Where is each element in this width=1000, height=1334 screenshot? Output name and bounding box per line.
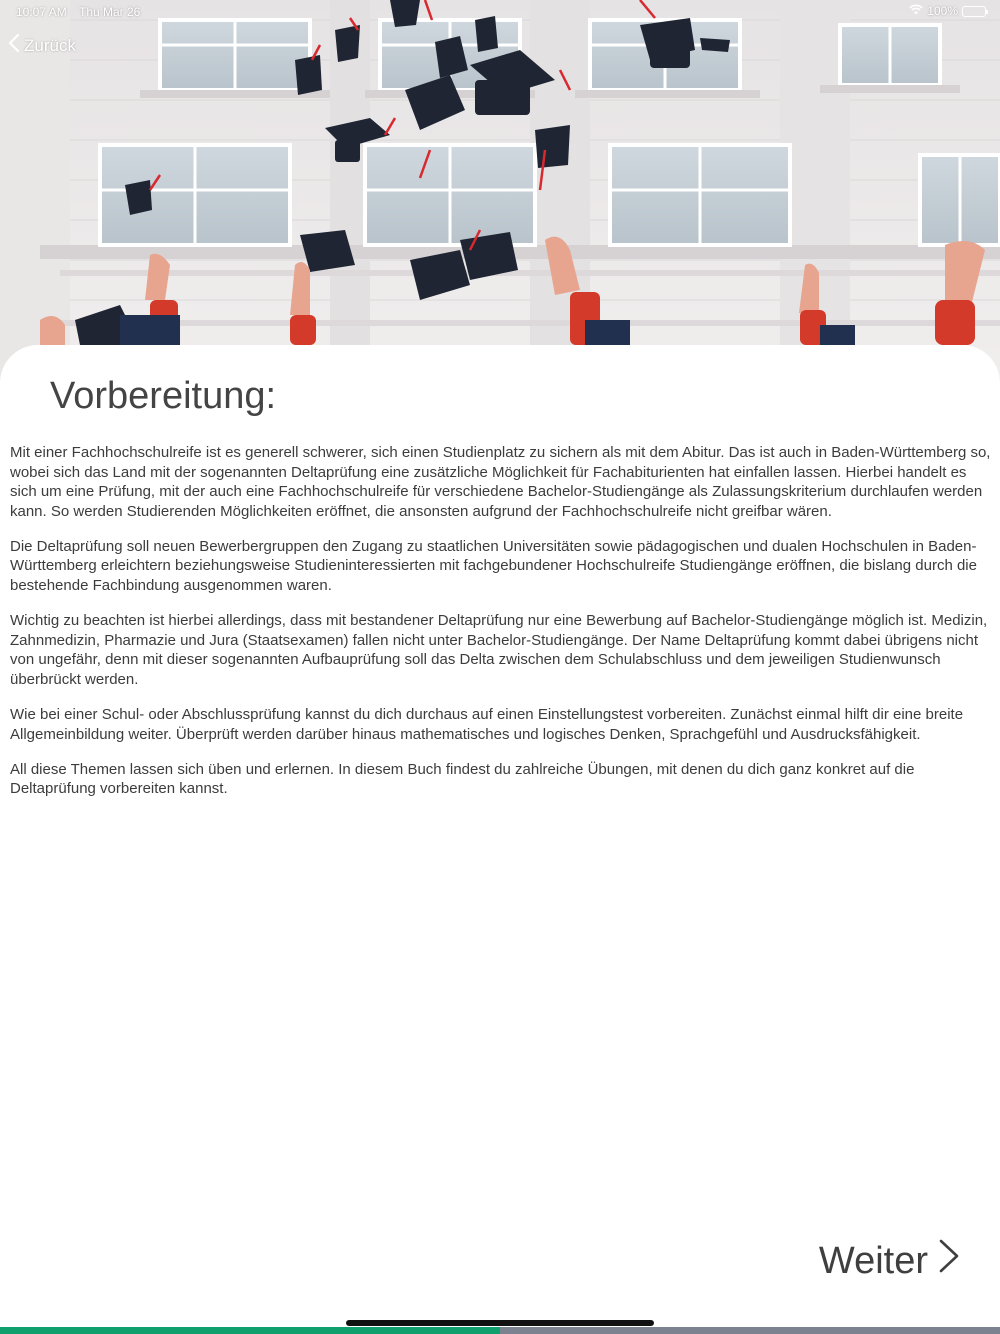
status-indicators bbox=[909, 4, 986, 18]
chevron-left-icon bbox=[8, 33, 20, 58]
battery-percent: 100% bbox=[927, 4, 958, 18]
paragraph-1: Mit einer Fachhochschulreife ist es generell schwerer, sich einen Studienplatz zu sichern als mit dem Abitur. Das ist auch in Baden-Württemberg so, wobei sich das Land mit der sogenannten Deltaprüfung eine zusätzliche Möglichkeit für Fachabiturienten hat einfallen lassen. Hierbei handelt es sich um eine Prüfung, mit der auch eine Fachhochschulreife für verschiedene Bachelor-Studiengänge als Zulassungskriterium durchlaufen werden kann. So werden Studierenden Möglichkeiten eröffnet, die ansonsten aufgrund der Fachhochschulreife nicht greifbar wären. bbox=[10, 444, 991, 520]
graduation-photo bbox=[0, 0, 1000, 400]
wifi-icon bbox=[909, 4, 923, 18]
next-button[interactable] bbox=[819, 1238, 960, 1284]
hero-image bbox=[0, 0, 1000, 400]
back-button[interactable] bbox=[8, 33, 76, 58]
paragraph-3: Wichtig zu beachten ist hierbei allerdings, dass mit bestandener Deltaprüfung nur eine Bewerbung auf Bachelor-Studiengänge möglich ist. Medizin, Zahnmedizin, Pharmazie und Jura (Staatsexamen) fallen nicht unter Bachelor-Studiengänge. Der Name Deltaprüfung kommt dabei übrigens nicht von ungefähr, denn mit dieser sogenannten Aufbauprüfung soll das Delta zwischen dem Schulabschluss und dem jeweiligen Studienwunsch überbrückt werden. bbox=[10, 612, 988, 688]
home-indicator[interactable] bbox=[346, 1320, 654, 1326]
progress-bar bbox=[0, 1327, 1000, 1334]
status-time: 10:07 AM bbox=[16, 5, 67, 19]
paragraph-2: Die Deltaprüfung soll neuen Bewerbergruppen den Zugang zu staatlichen Universitäten sowie pädagogischen und dualen Hochschulen in Baden-Württemberg erleichtern beziehungsweise Studieninteressierten mit fachgebundener Hochschulreife Studiengänge eröffnen, die bislang durch die bestehende Fachbindung ausgenommen waren. bbox=[10, 537, 977, 595]
paragraph-5: All diese Themen lassen sich üben und erlernen. In diesem Buch findest du zahlreiche Übungen, mit denen du dich ganz konkret auf die Deltaprüfung vorbereiten kannst. bbox=[10, 760, 915, 798]
status-bar bbox=[0, 0, 1000, 24]
progress-fill bbox=[0, 1327, 500, 1334]
next-button-label: Weiter bbox=[818, 1239, 928, 1282]
content-card bbox=[0, 345, 1000, 1334]
battery-icon bbox=[962, 6, 986, 17]
back-button-label: Zurück bbox=[24, 35, 76, 55]
page-title: Vorbereitung: bbox=[50, 375, 277, 417]
article-body bbox=[10, 443, 992, 814]
status-date: Thu Mar 26 bbox=[79, 5, 141, 19]
paragraph-4: Wie bei einer Schul- oder Abschlussprüfung kannst du dich durchaus auf einen Einstellungstest vorbereiten. Zunächst einmal hilft dir eine breite Allgemeinbildung weiter. Überprüft werden darüber hinaus mathematisches und logisches Denken, Sprachgefühl und Ausdrucksfähigkeit. bbox=[10, 706, 964, 743]
chevron-right-icon bbox=[938, 1238, 960, 1284]
